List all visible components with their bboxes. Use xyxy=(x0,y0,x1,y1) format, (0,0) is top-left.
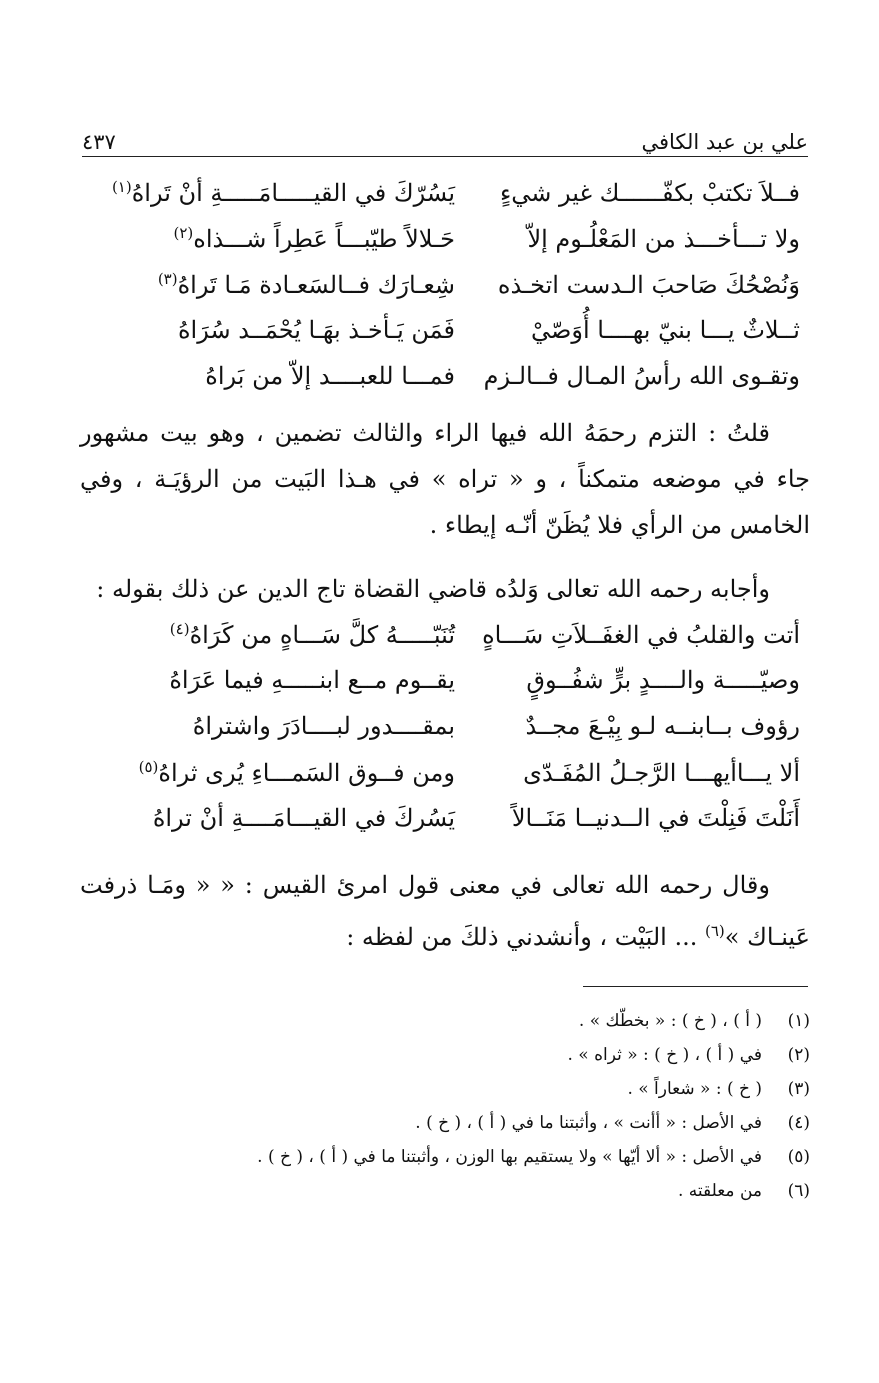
footnote-number: (٢) xyxy=(787,1045,810,1065)
verse xyxy=(100,224,800,270)
verse xyxy=(100,362,800,408)
footnote xyxy=(200,1038,810,1072)
verse xyxy=(100,758,800,804)
closing-paragraph: وقال رحمه الله تعالى في معنى قول امرئ القيس : « « ومَـا ذرفت عَينـاك »$^{(٦)}$ ... البَيْت ، وأنشدني ذلكَ من لفظه : xyxy=(80,871,810,951)
footnote-marker[interactable]: (٣) xyxy=(157,270,178,288)
verse xyxy=(100,666,800,712)
footnote-marker[interactable]: (٤) xyxy=(169,620,190,638)
footnotes xyxy=(200,1004,810,1208)
footnote-number: (٤) xyxy=(787,1113,810,1133)
footnote-marker[interactable]: (٦) xyxy=(704,922,725,940)
footnote xyxy=(200,1072,810,1106)
footnote-text: في ( أ ) ، ( خ ) : « ثراه » . xyxy=(567,1045,762,1065)
footnote-number: (١) xyxy=(787,1011,810,1031)
reply-intro-paragraph: وأجابه رحمه الله تعالى وَلدُه قاضي القضاة تاج الدين عن ذلك بقوله : xyxy=(96,575,770,603)
verse xyxy=(100,712,800,758)
verse-first-hemistich: أتت والقلبُ في الغفَــلاَتِ سَـــاهٍ xyxy=(482,621,800,649)
footnote-marker[interactable]: (١) xyxy=(111,178,132,196)
verse-second-hemistich: يقــوم مــع ابنـــــهِ فيما عَرَاهُ xyxy=(169,666,455,694)
footnote-number: (٣) xyxy=(787,1079,810,1099)
footnote-number: (٥) xyxy=(787,1147,810,1167)
footnote-text: في الأصل : « أأنت » ، وأثبتنا ما في ( أ ) ، ( خ ) . xyxy=(415,1113,762,1133)
poem-first xyxy=(100,178,800,408)
running-head xyxy=(82,120,808,157)
footnote xyxy=(200,1004,810,1038)
header-title: علي بن عبد الكافي xyxy=(641,130,808,154)
footnote-number: (٦) xyxy=(787,1181,810,1201)
commentary-paragraph: قلتُ : التزم رحمَهُ الله فيها الراء والثالث تضمين ، وهو بيت مشهور جاء في موضعه متمكناً ، و « تراه » في هـذا البَيت من الرؤيَـة ، وفي الخامس من الرأي فلا يُظَنّ أنّـه إيطاء . xyxy=(80,419,811,539)
verse-second-hemistich: تُنَبّـــــهُ كلَّ سَـــاهٍ من كَرَاهُ$^{(٤)}$ xyxy=(169,620,455,649)
footnote xyxy=(200,1140,810,1174)
verse-second-hemistich: بمقــــدور لبــــادَرَ واشتراهُ xyxy=(192,712,455,740)
verse-first-hemistich: ألا يـــاأيهـــا الرَّجـلُ المُفَـدّى xyxy=(523,759,800,787)
verse-first-hemistich: وصيّـــــة والــــدٍ برٍّ شفُــوقٍ xyxy=(526,666,800,694)
verse-second-hemistich: فمـــا للعبــــد إلاّ من بَراهُ xyxy=(205,362,455,390)
verse-first-hemistich: ولا تـــأخـــذ من المَعْلُـوم إلاّ xyxy=(527,225,800,253)
footnote-separator xyxy=(583,986,808,987)
verse-first-hemistich: أَنَلْتَ فَنِلْتَ في الــدنيــا مَنَــالاً xyxy=(511,804,800,832)
footnote xyxy=(200,1106,810,1140)
verse xyxy=(100,804,800,850)
verse-second-hemistich: شِعـارَك فــالسَعـادة مَـا تَراهُ$^{(٣)}$ xyxy=(157,270,455,299)
verse-second-hemistich: يَسُرّكَ في القيـــــامَـــــةِ أنْ تَراهُ$^{(١)}$ xyxy=(111,178,455,207)
footnote-marker[interactable]: (٥) xyxy=(138,758,159,776)
verse xyxy=(100,620,800,666)
footnote-marker[interactable]: (٢) xyxy=(173,224,194,242)
footnote-text: ( أ ) ، ( خ ) : « بخطّك » . xyxy=(578,1011,762,1031)
verse xyxy=(100,316,800,362)
footnote xyxy=(200,1174,810,1208)
verse-second-hemistich: فَمَن يَـأخـذ بهَـا يُحْمَــد سُرَاهُ xyxy=(177,316,455,344)
footnote-text: من معلقته . xyxy=(677,1181,762,1201)
page-number: ٤٣٧ xyxy=(82,130,116,154)
footnote-text: في الأصل : « ألا أيّها » ولا يستقيم بها الوزن ، وأثبتنا ما في ( أ ) ، ( خ ) . xyxy=(257,1147,762,1167)
verse-first-hemistich: رؤوف بــابنــه لـو بِيْـعَ مجــدٌ xyxy=(525,712,800,740)
verse xyxy=(100,270,800,316)
verse-first-hemistich: وتقـوى الله رأسُ المـال فــالـزم xyxy=(483,362,800,390)
verse-second-hemistich: ومن فــوق السَمـــاءِ يُرى ثراهُ$^{(٥)}$ xyxy=(138,758,455,787)
verse-second-hemistich: يَسُركَ في القيـــامَــــةِ أنْ تراهُ xyxy=(152,804,455,832)
verse-first-hemistich: وَنُصْحُكَ صَاحبَ الـدست اتخـذه xyxy=(497,271,800,299)
verse-first-hemistich: ثــلاثٌ يـــا بنيّ بهــــا أُوَصّيْ xyxy=(530,316,800,344)
poem-reply xyxy=(100,620,800,850)
verse-first-hemistich: فــلاَ تكتبْ بكفّــــــك غير شيءٍ xyxy=(499,179,800,207)
footnote-text: ( خ ) : « شعاراً » . xyxy=(627,1079,762,1099)
verse xyxy=(100,178,800,224)
verse-second-hemistich: حَـلالاً طيّبـــاً عَطِراً شـــذاه$^{(٢)}$ xyxy=(173,224,455,253)
